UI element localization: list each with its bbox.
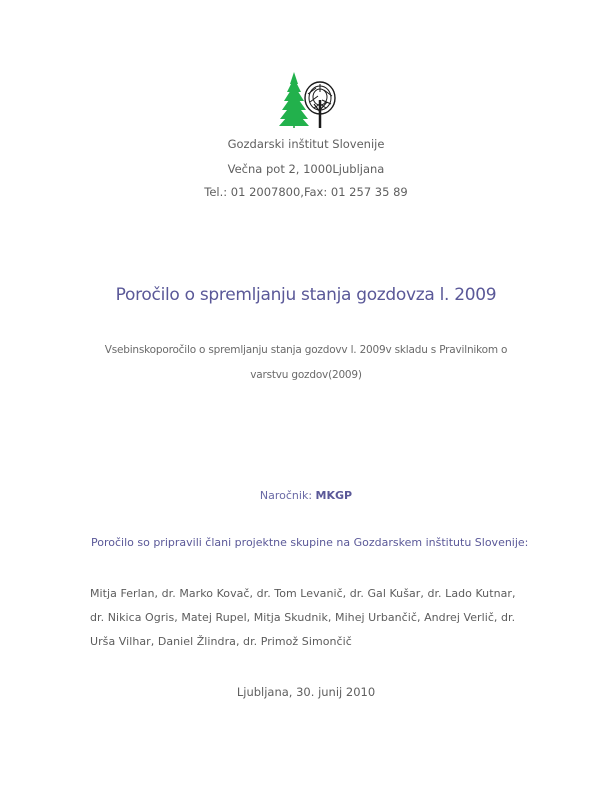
institute-logo [276, 70, 338, 130]
institute-address: Večna pot 2, 1000Ljubljana [227, 162, 385, 176]
authors-line-1: Mitja Ferlan, dr. Marko Kovač, dr. Tom Levanič, dr. Gal Kušar, dr. Lado Kutnar, [90, 587, 516, 600]
authors-line-2: dr. Nikica Ogris, Matej Rupel, Mitja Skudnik, Mihej Urbančič, Andrej Verlič, dr. [90, 611, 516, 624]
institute-contact: Tel.: 01 2007800,Fax: 01 257 35 89 [204, 185, 408, 199]
report-title: Poročilo o spremljanju stanja gozdovza l. 2009 [115, 285, 497, 305]
report-date: Ljubljana, 30. junij 2010 [236, 685, 376, 699]
black-deciduous-tree-icon [305, 82, 335, 128]
report-subtitle-line2: varstvu gozdov(2009) [250, 369, 362, 381]
institute-name: Gozdarski inštitut Slovenije [227, 137, 385, 151]
client-value: MKGP [315, 489, 353, 502]
authors-line-3: Urša Vilhar, Daniel Žlindra, dr. Primož Simončič [90, 635, 352, 648]
prepared-by-text: Poročilo so pripravili člani projektne skupine na Gozdarskem inštitutu Slovenije: [91, 536, 529, 549]
client-label: Naročnik: [259, 489, 313, 502]
client-line [0, 489, 612, 502]
report-subtitle-line1: Vsebinskoporočilo o spremljanju stanja gozdovv l. 2009v skladu s Pravilnikom o [104, 344, 508, 356]
